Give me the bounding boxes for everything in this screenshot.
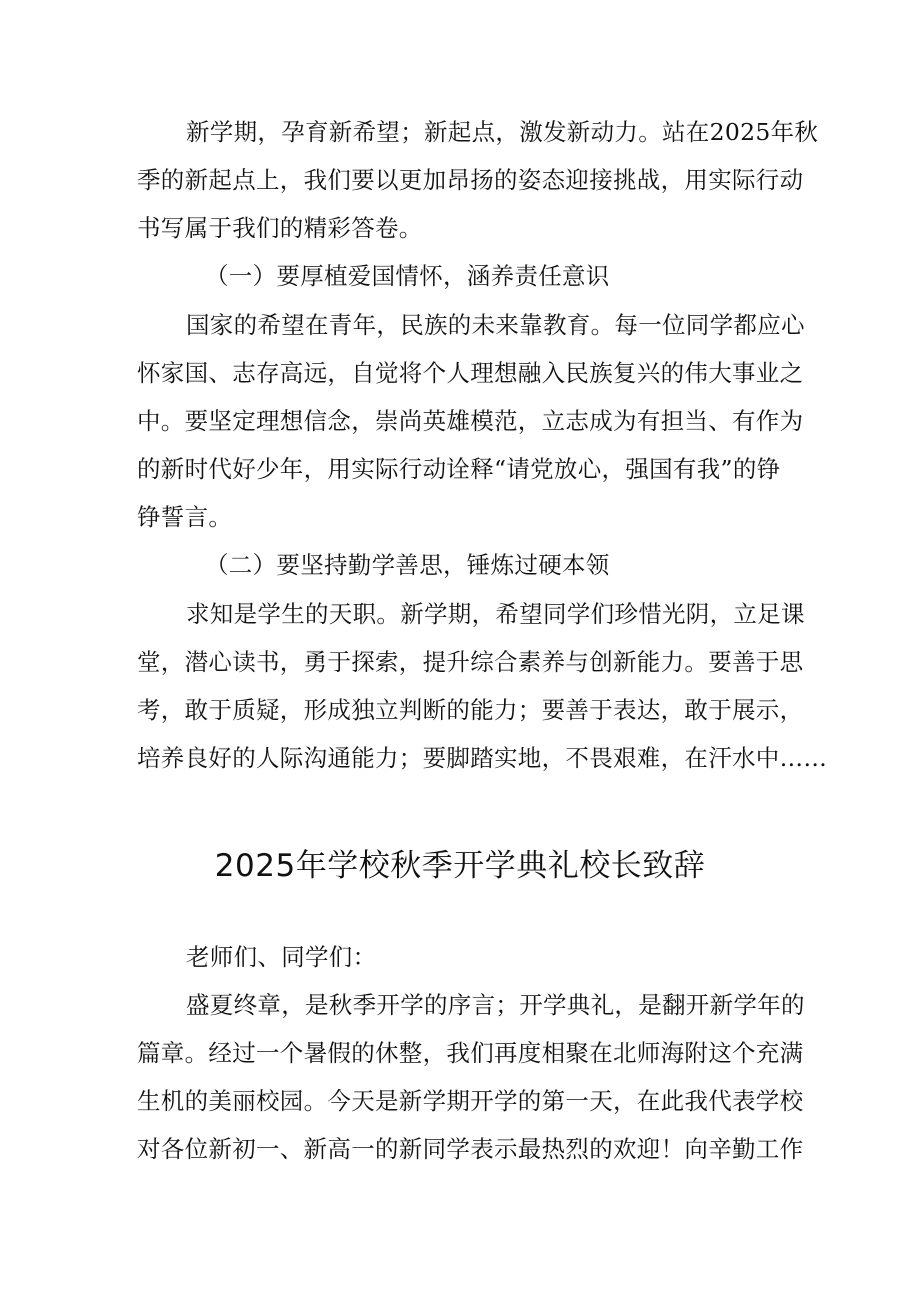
- document-title: 2025年学校秋季开学典礼校长致辞: [214, 848, 706, 884]
- paragraph-line: 盛夏终章，是秋季开学的序言；开学典礼，是翻开新学年的: [186, 991, 805, 1019]
- paragraph-line: 培养良好的人际沟通能力；要脚踏实地，不畏艰难，在汗水中……: [137, 744, 828, 772]
- paragraph-line: 铮誓言。: [137, 503, 233, 531]
- paragraph-line: 季的新起点上，我们要以更加昂扬的姿态迎接挑战，用实际行动: [137, 166, 804, 194]
- section-heading-2: （二）要坚持勤学善思，锤炼过硬本领: [205, 551, 610, 579]
- paragraph-line: 对各位新初一、新高一的新同学表示最热烈的欢迎！向辛勤工作: [137, 1135, 804, 1163]
- paragraph-line: 中。要坚定理想信念，崇尚英雄模范，立志成为有担当、有作为: [137, 407, 804, 435]
- paragraph-line: 新学期，孕育新希望；新起点，激发新动力。站在2025年秋: [186, 118, 819, 146]
- paragraph-line: 怀家国、志存高远，自觉将个人理想融入民族复兴的伟大事业之: [137, 359, 804, 387]
- section-heading-1: （一）要厚植爱国情怀，涵养责任意识: [205, 262, 610, 290]
- greeting: 老师们、同学们：: [186, 943, 377, 971]
- paragraph-line: 篇章。经过一个暑假的休整，我们再度相聚在北师海附这个充满: [137, 1039, 804, 1067]
- paragraph-line: 考，敢于质疑，形成独立判断的能力；要善于表达，敢于展示，: [137, 696, 804, 724]
- paragraph-line: 堂，潜心读书，勇于探索，提升综合素养与创新能力。要善于思: [137, 648, 804, 676]
- paragraph-line: 书写属于我们的精彩答卷。: [137, 214, 423, 242]
- paragraph-line: 国家的希望在青年，民族的未来靠教育。每一位同学都应心: [186, 311, 805, 339]
- paragraph-line: 的新时代好少年，用实际行动诠释“请党放心，强国有我”的铮: [137, 455, 781, 483]
- paragraph-line: 求知是学生的天职。新学期，希望同学们珍惜光阴，立足课: [186, 600, 805, 628]
- paragraph-line: 生机的美丽校园。今天是新学期开学的第一天，在此我代表学校: [137, 1087, 804, 1115]
